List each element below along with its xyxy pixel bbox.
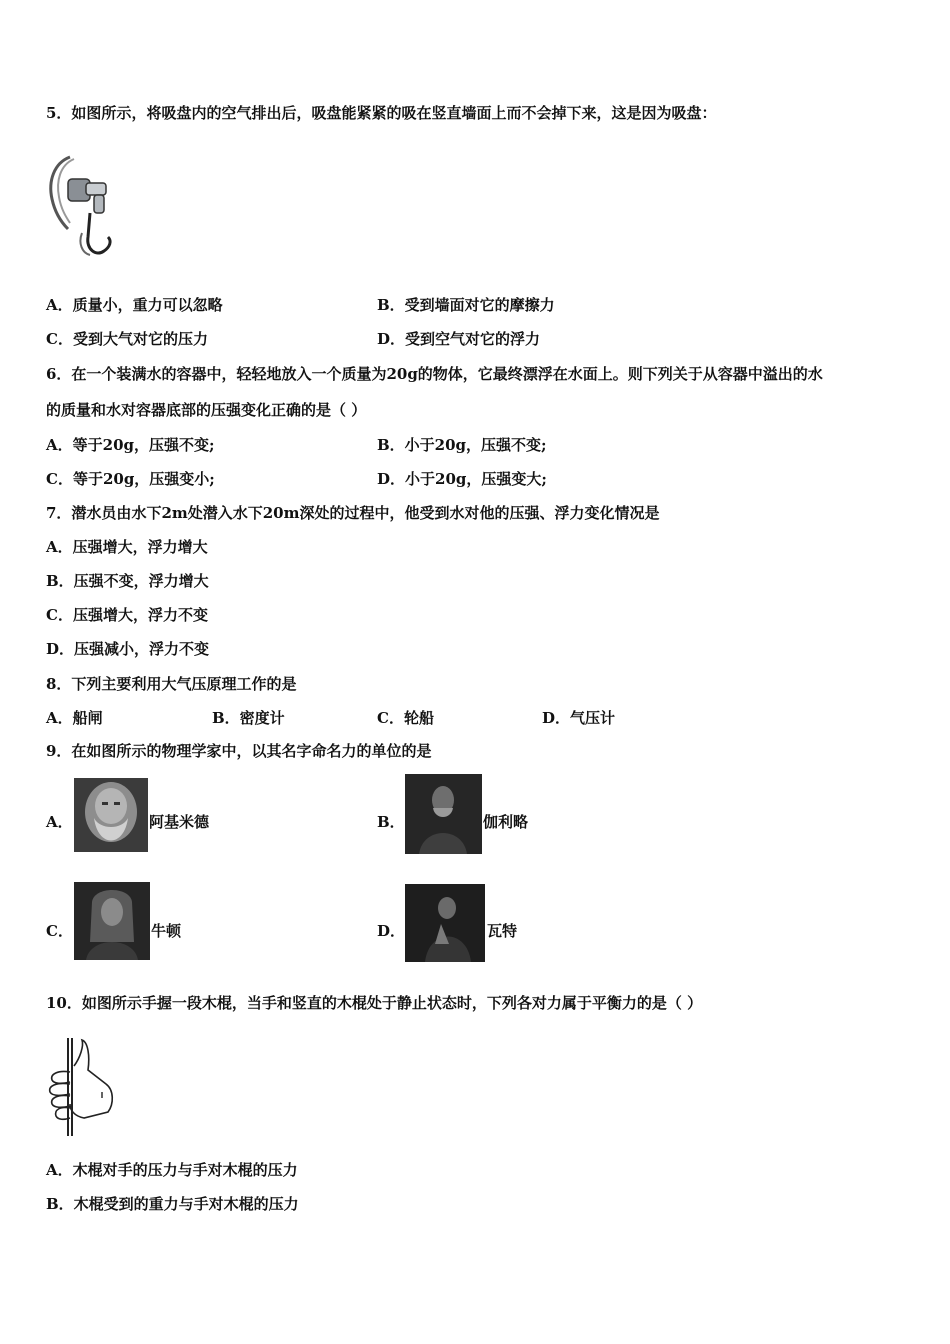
- q6-option-a[interactable]: A．等于20g，压强不变;: [46, 436, 215, 454]
- galileo-portrait: [405, 774, 482, 854]
- q6-option-c[interactable]: C．等于20g，压强变小;: [46, 470, 215, 488]
- q6-stem-line2: 的质量和水对容器底部的压强变化正确的是（ ）: [46, 401, 367, 419]
- q8-option-c[interactable]: C．轮船: [377, 709, 434, 727]
- q8-option-a[interactable]: A．船闸: [46, 709, 103, 727]
- q6-stem-line1: 6．在一个装满水的容器中，轻轻地放入一个质量为20g的物体，它最终漂浮在水面上。则下列关于从容器中溢出的水: [46, 365, 823, 383]
- q10-stem: 10．如图所示手握一段木棍，当手和竖直的木棍处于静止状态时，下列各对力属于平衡力的是（ ）: [46, 994, 703, 1012]
- q9-option-b-letter[interactable]: B．: [377, 813, 405, 831]
- q5-option-c[interactable]: C．受到大气对它的压力: [46, 330, 208, 348]
- q7-stem: 7．潜水员由水下2m处潜入水下20m深处的过程中，他受到水对他的压强、浮力变化情况是: [46, 504, 660, 522]
- q6-option-b[interactable]: B．小于20g，压强不变;: [377, 436, 547, 454]
- q7-option-a[interactable]: A．压强增大，浮力增大: [46, 538, 208, 556]
- q7-option-b[interactable]: B．压强不变，浮力增大: [46, 572, 209, 590]
- q9-stem: 9．在如图所示的物理学家中，以其名字命名力的单位的是: [46, 742, 432, 760]
- watt-portrait: [405, 884, 485, 962]
- q5-stem: 5．如图所示，将吸盘内的空气排出后，吸盘能紧紧的吸在竖直墙面上而不会掉下来，这是因为吸盘：: [46, 104, 717, 122]
- q9-option-d-letter[interactable]: D．: [377, 922, 406, 940]
- q8-stem: 8．下列主要利用大气压原理工作的是: [46, 675, 297, 693]
- newton-portrait: [74, 882, 150, 960]
- q8-option-d[interactable]: D．气压计: [542, 709, 616, 727]
- q8-option-b[interactable]: B．密度计: [212, 709, 285, 727]
- q9-option-d-name: 瓦特: [487, 922, 518, 940]
- q9-option-a-name: 阿基米德: [149, 813, 210, 831]
- q5-option-d[interactable]: D．受到空气对它的浮力: [377, 330, 541, 348]
- q9-option-c-letter[interactable]: C．: [46, 922, 73, 940]
- archimedes-portrait: [74, 778, 148, 852]
- q10-option-a[interactable]: A．木棍对手的压力与手对木棍的压力: [46, 1161, 298, 1179]
- q6-option-d[interactable]: D．小于20g，压强变大;: [377, 470, 547, 488]
- q7-option-c[interactable]: C．压强增大，浮力不变: [46, 606, 208, 624]
- q9-option-b-name: 伽利略: [483, 813, 529, 831]
- q10-option-b[interactable]: B．木棍受到的重力与手对木棍的压力: [46, 1195, 299, 1213]
- q5-option-b[interactable]: B．受到墙面对它的摩擦力: [377, 296, 555, 314]
- q9-option-c-name: 牛顿: [151, 922, 182, 940]
- q5-option-a[interactable]: A．质量小，重力可以忽略: [46, 296, 223, 314]
- q7-option-d[interactable]: D．压强减小，浮力不变: [46, 640, 210, 658]
- q9-option-a-letter[interactable]: A．: [46, 813, 73, 831]
- suction-cup-hook-figure: [46, 153, 118, 267]
- hand-holding-stick-figure: [44, 1036, 116, 1138]
